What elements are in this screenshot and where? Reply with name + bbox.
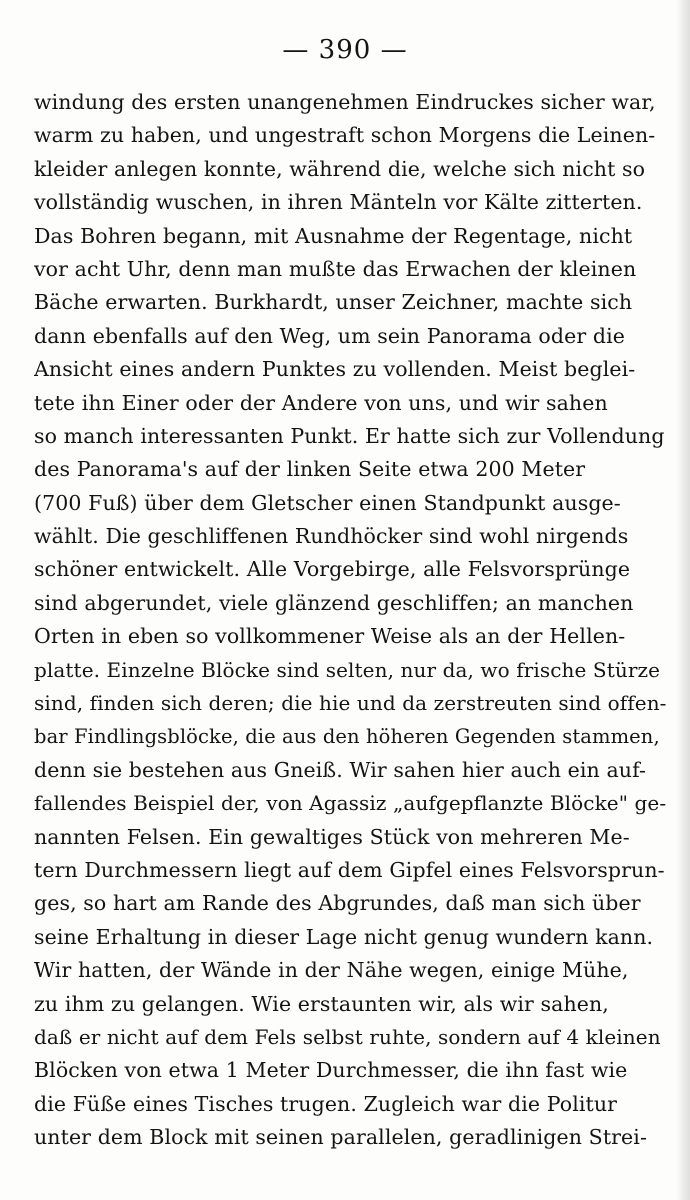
text-line: so manch interessanten Punkt. Er hatte sich zur Vollendung bbox=[34, 423, 665, 448]
text-line: kleider anlegen konnte, während die, welche sich nicht so bbox=[34, 156, 646, 181]
page-number: — 390 — bbox=[282, 35, 408, 65]
text-line: vollständig wuschen, in ihren Mänteln vor Kälte zitterten. bbox=[34, 190, 643, 215]
text-line: Wir hatten, der Wände in der Nähe wegen, einige Mühe, bbox=[34, 958, 629, 983]
text-line: tete ihn Einer oder der Andere von uns, und wir sahen bbox=[34, 390, 608, 415]
text-line: wählt. Die geschliffenen Rundhöcker sind wohl nirgends bbox=[34, 524, 629, 549]
text-line: (700 Fuß) über dem Gletscher einen Standpunkt ausge- bbox=[34, 490, 621, 515]
text-line: Orten in eben so vollkommener Weise als an der Hellen- bbox=[34, 624, 626, 649]
text-line: sind abgerundet, viele glänzend geschliffen; an manchen bbox=[34, 590, 634, 615]
text-line: Blöcken von etwa 1 Meter Durchmesser, die ihn fast wie bbox=[34, 1058, 628, 1083]
body-text bbox=[34, 86, 670, 1155]
text-line: dann ebenfalls auf den Weg, um sein Panorama oder die bbox=[34, 323, 625, 348]
text-line: bar Findlingsblöcke, die aus den höheren Gegenden stammen, bbox=[34, 725, 660, 749]
text-line: Bäche erwarten. Burkhardt, unser Zeichner, machte sich bbox=[34, 290, 633, 315]
text-line: tern Durchmessern liegt auf dem Gipfel eines Felsvorsprun- bbox=[34, 857, 665, 882]
text-line: platte. Einzelne Blöcke sind selten, nur da, wo frische Stürze bbox=[34, 657, 661, 682]
text-line: windung des ersten unangenehmen Eindruckes sicher war, bbox=[34, 90, 656, 114]
text-line: Ansicht eines andern Punktes zu vollenden. Meist beglei- bbox=[34, 357, 636, 382]
text-line: zu ihm zu gelangen. Wie erstaunten wir, als wir sahen, bbox=[34, 991, 609, 1016]
text-line: unter dem Block mit seinen parallelen, geradlinigen Strei- bbox=[34, 1125, 647, 1150]
text-line: schöner entwickelt. Alle Vorgebirge, alle Felsvorsprünge bbox=[34, 557, 631, 582]
text-line: die Füße eines Tisches trugen. Zugleich war die Politur bbox=[34, 1091, 618, 1116]
text-line: vor acht Uhr, denn man mußte das Erwachen der kleinen bbox=[34, 256, 637, 281]
text-line: nannten Felsen. Ein gewaltiges Stück von mehreren Me- bbox=[34, 824, 630, 849]
text-line: seine Erhaltung in dieser Lage nicht genug wundern kann. bbox=[34, 924, 654, 949]
text-line: Das Bohren begann, mit Ausnahme der Regentage, nicht bbox=[34, 223, 633, 248]
text-line: sind, finden sich deren; die hie und da zerstreuten sind offen- bbox=[34, 691, 667, 716]
text-line: daß er nicht auf dem Fels selbst ruhte, sondern auf 4 kleinen bbox=[34, 1024, 661, 1049]
page-edge-shadow bbox=[676, 0, 690, 1200]
text-line: ges, so hart am Rande des Abgrundes, daß man sich über bbox=[34, 891, 641, 916]
text-line: warm zu haben, und ungestraft schon Morgens die Leinen- bbox=[34, 123, 656, 148]
text-line: denn sie bestehen aus Gneiß. Wir sahen hier auch ein auf- bbox=[34, 757, 647, 782]
text-line: des Panorama's auf der linken Seite etwa 200 Meter bbox=[34, 457, 586, 482]
text-line: fallendes Beispiel der, von Agassiz „aufgepflanzte Blöcke" ge- bbox=[34, 791, 667, 816]
